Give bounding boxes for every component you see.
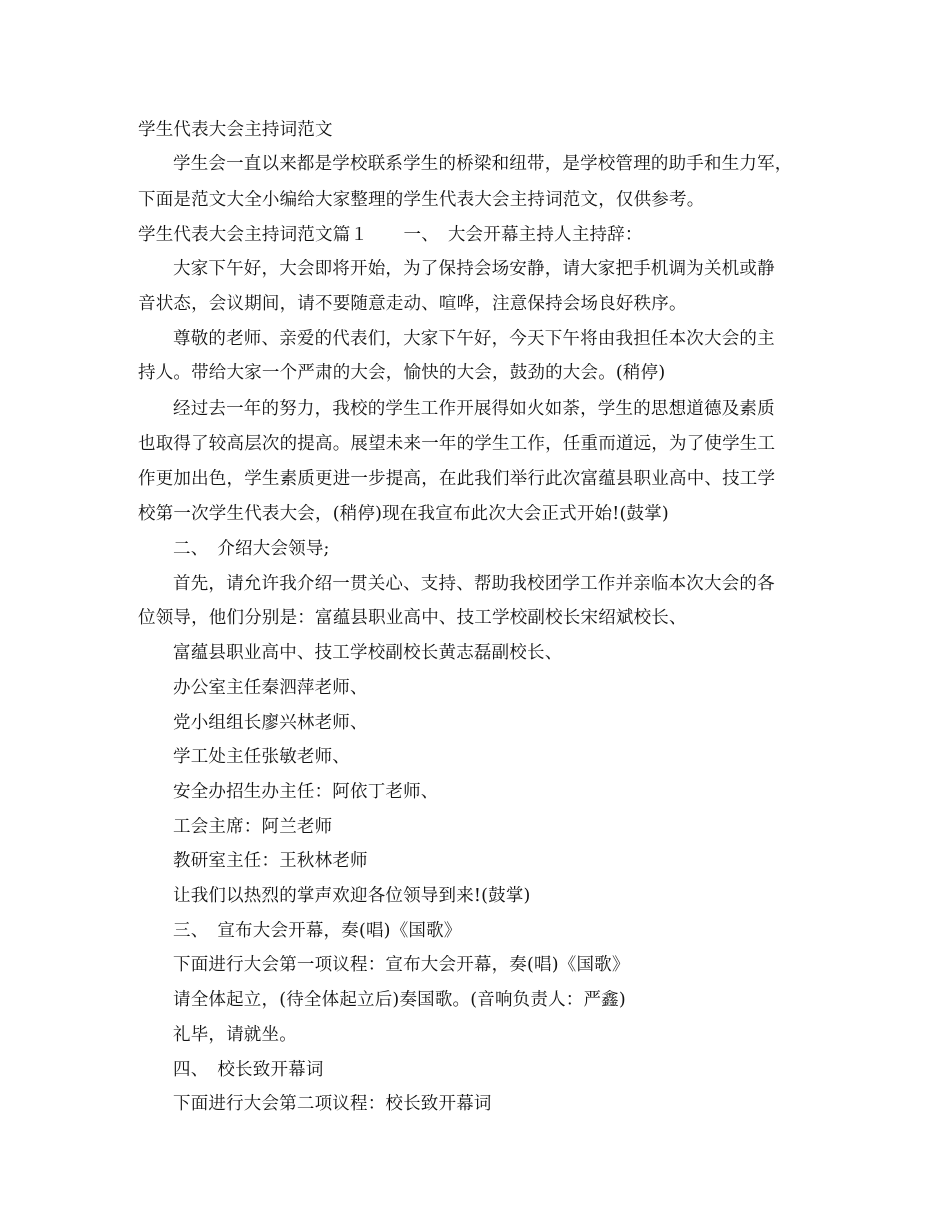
paragraph-line: 经过去一年的努力，我校的学生工作开展得如火如荼，学生的思想道德及素质 [173, 399, 775, 419]
document-title: 学生代表大会主持词范文 [138, 120, 333, 140]
paragraph-line: 持人。带给大家一个严肃的大会，愉快的大会，鼓劲的大会。(稍停) [138, 363, 666, 383]
paragraph-line: 让我们以热烈的掌声欢迎各位领导到来!(鼓掌) [173, 886, 531, 906]
paragraph-line: 大家下午好，大会即将开始，为了保持会场安静，请大家把手机调为关机或静 [173, 259, 775, 279]
section-heading: 学生代表大会主持词范文篇１ 一、 大会开幕主持人主持辞： [138, 225, 643, 245]
paragraph-line: 尊敬的老师、亲爱的代表们，大家下午好，今天下午将由我担任本次大会的主 [173, 329, 775, 349]
paragraph-line: 首先，请允许我介绍一贯关心、支持、帮助我校团学工作并亲临本次大会的各 [173, 574, 775, 594]
leader-line: 学工处主任张敏老师、 [173, 747, 350, 767]
paragraph-line: 下面是范文大全小编给大家整理的学生代表大会主持词范文，仅供参考。 [138, 190, 705, 210]
paragraph-line: 位领导，他们分别是：富蕴县职业高中、技工学校副校长宋绍斌校长、 [138, 608, 687, 628]
paragraph-line: 请全体起立，(待全体起立后)奏国歌。(音响负责人：严鑫) [173, 990, 626, 1010]
leader-line: 安全办招生办主任：阿依丁老师、 [173, 782, 439, 802]
paragraph-line: 音状态，会议期间，请不要随意走动、喧哗，注意保持会场良好秩序。 [138, 294, 687, 314]
section-heading: 二、 介绍大会领导; [173, 539, 330, 559]
section-heading: 四、 校长致开幕词 [173, 1060, 324, 1080]
paragraph-line: 下面进行大会第二项议程：校长致开幕词 [173, 1094, 492, 1114]
leader-line: 富蕴县职业高中、技工学校副校长黄志磊副校长、 [173, 643, 563, 663]
paragraph-line: 学生会一直以来都是学校联系学生的桥梁和纽带，是学校管理的助手和生力军， [173, 154, 793, 174]
paragraph-line: 作更加出色，学生素质更进一步提高，在此我们举行此次富蕴县职业高中、技工学 [138, 469, 776, 489]
leader-line: 党小组组长廖兴林老师、 [173, 713, 368, 733]
paragraph-line: 也取得了较高层次的提高。展望未来一年的学生工作，任重而道远，为了使学生工 [138, 434, 776, 454]
leader-line: 教研室主任：王秋林老师 [173, 851, 368, 871]
paragraph-line: 校第一次学生代表大会，(稍停)现在我宣布此次大会正式开始!(鼓掌) [138, 504, 669, 524]
leader-line: 办公室主任秦泗萍老师、 [173, 678, 368, 698]
paragraph-line: 礼毕，请就坐。 [173, 1025, 297, 1045]
section-heading: 三、 宣布大会开幕，奏(唱)《国歌》 [173, 921, 462, 941]
leader-line: 工会主席：阿兰老师 [173, 817, 333, 837]
paragraph-line: 下面进行大会第一项议程：宣布大会开幕，奏(唱)《国歌》 [173, 955, 630, 975]
